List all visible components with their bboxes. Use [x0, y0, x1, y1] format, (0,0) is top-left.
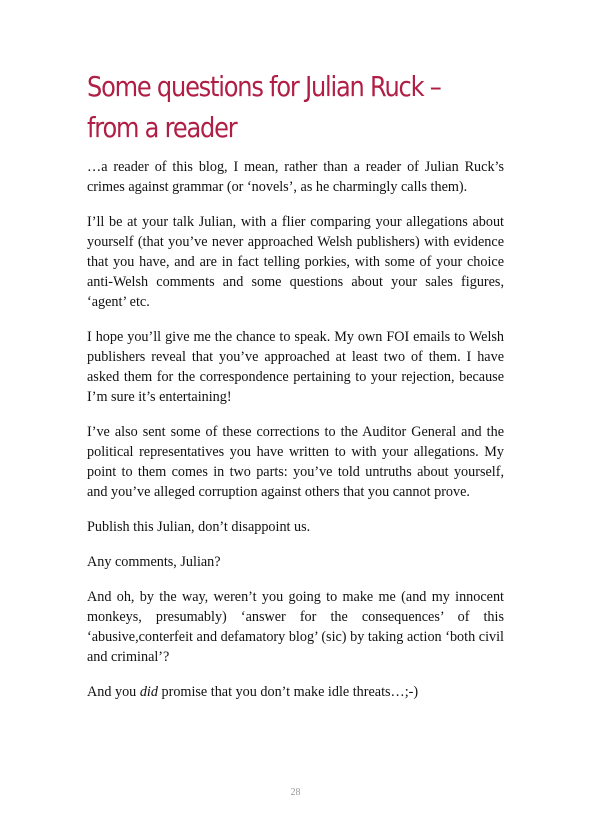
paragraph-6: Any comments, Julian?	[87, 554, 221, 570]
article-body	[87, 157, 504, 717]
closing-text-start: And you	[87, 684, 140, 700]
closing-emphasis: did	[139, 684, 158, 700]
closing-text-end: promise that you don’t make idle threats…;-)	[157, 684, 419, 700]
article-title: Some questions for Julian Ruck – from a reader	[87, 70, 441, 144]
paragraph-5: Publish this Julian, don’t disappoint us.	[87, 519, 311, 535]
paragraph-3: I hope you’ll give me the chance to speak. My own FOI emails to Welsh publishers reveal that you’ve approached at least two of them. I have asked them for the correspondence pertaining to your rejection, because I’m sure it’s entertaining!	[87, 329, 504, 405]
paragraph-4: I’ve also sent some of these corrections to the Auditor General and the political representatives you have written to with your allegations. My point to them comes in two parts: you’ve told untruths about yourself, and you’ve alleged corruption against others that you cannot prove.	[87, 424, 504, 500]
paragraph-1: …a reader of this blog, I mean, rather than a reader of Julian Ruck’s crimes against grammar (or ‘novels’, as he charmingly calls them).	[87, 159, 504, 195]
paragraph-7: And oh, by the way, weren’t you going to make me (and my innocent monkeys, presumably) ‘answer for the consequences’ of this ‘abusive,conterfeit and defamatory blog’ (sic) by taking action ‘both civil and criminal’?	[87, 589, 504, 665]
closing-paragraph	[87, 682, 504, 702]
page-number: 28	[290, 787, 301, 798]
paragraph-2: I’ll be at your talk Julian, with a flier comparing your allegations about yourself (that you’ve never approached Welsh publishers) with evidence that you have, and are in fact telling porkies, with some of your choice anti-Welsh comments and some questions about your sales figures, ‘agent’ etc.	[87, 214, 504, 310]
